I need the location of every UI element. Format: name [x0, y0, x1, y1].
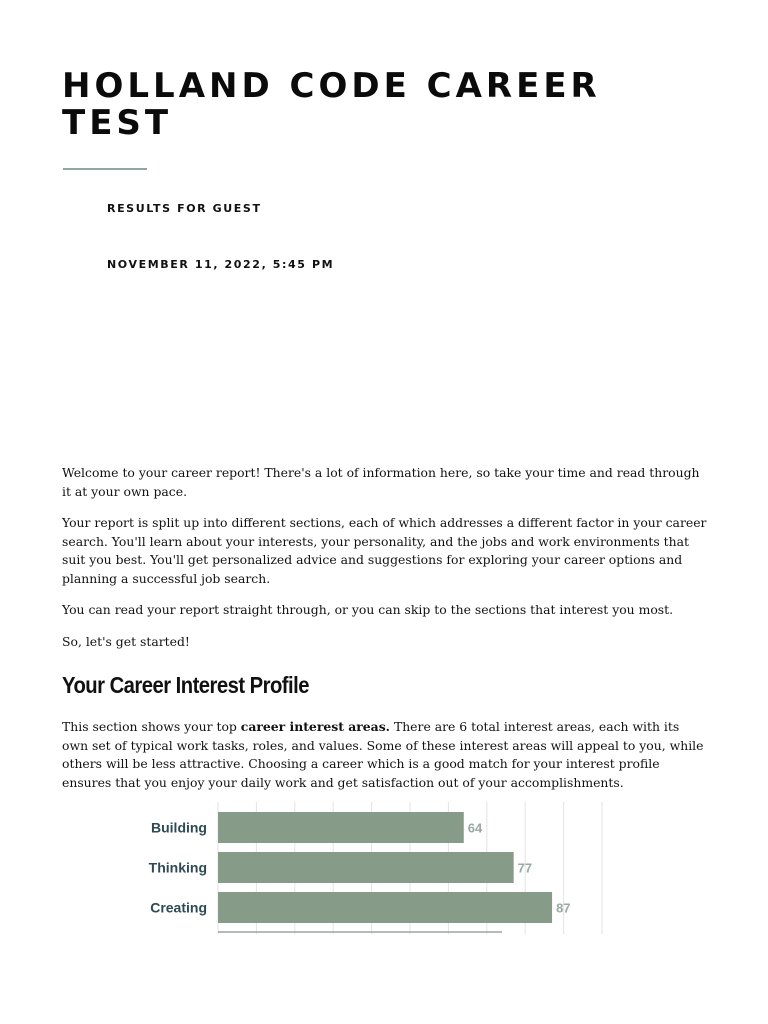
- interest-bar-chart: [0, 800, 768, 940]
- bar-building: [218, 812, 464, 843]
- intro-paragraph-sections: Your report is split up into different sections, each of which addresses a different factor in your career search. You'll learn about your interests, your personality, and the jobs and work environments that suit you best. You'll get personalized advice and suggestions for exploring your career options and planning a successful job search.: [62, 515, 707, 586]
- section-title-interest-profile: Your Career Interest Profile: [62, 672, 309, 698]
- section-intro-bold: career interest areas.: [240, 719, 390, 734]
- category-label-building: Building: [151, 819, 207, 836]
- report-date: NOVEMBER 11, 2022, 5:45 PM: [107, 258, 335, 271]
- intro-section: [62, 464, 708, 664]
- results-for-label: RESULTS FOR GUEST: [107, 202, 262, 215]
- intro-paragraph-welcome: Welcome to your career report! There's a lot of information here, so take your time and read through it at your own pace.: [62, 465, 700, 499]
- category-label-creating: Creating: [150, 899, 207, 916]
- bar-creating: [218, 892, 552, 923]
- value-label-thinking: 77: [517, 860, 533, 876]
- intro-paragraph-start: So, let's get started!: [62, 633, 190, 649]
- section-intro-text-start: This section shows your top: [62, 719, 241, 734]
- title-divider: [63, 168, 147, 170]
- section-intro-text-end: There are 6 total interest areas, each with its own set of typical work tasks, roles, and values. Some of these interest areas will appeal to you, while others will be less attractive. Choosing a career which is a good match for your interest profile ensures that you enjoy your daily work and get satisfaction out of your accomplishments.: [62, 719, 704, 790]
- page-title: HOLLAND CODE CAREER TEST: [62, 66, 601, 143]
- bar-thinking: [218, 852, 514, 883]
- intro-paragraph-navigation: You can read your report straight through, or you can skip to the sections that interest you most.: [62, 602, 674, 617]
- category-label-thinking: Thinking: [148, 859, 207, 876]
- value-label-creating: 87: [556, 900, 571, 916]
- value-label-building: 64: [467, 820, 483, 836]
- interest-bar-chart-svg: [0, 800, 768, 940]
- section-intro-paragraph: [62, 718, 708, 792]
